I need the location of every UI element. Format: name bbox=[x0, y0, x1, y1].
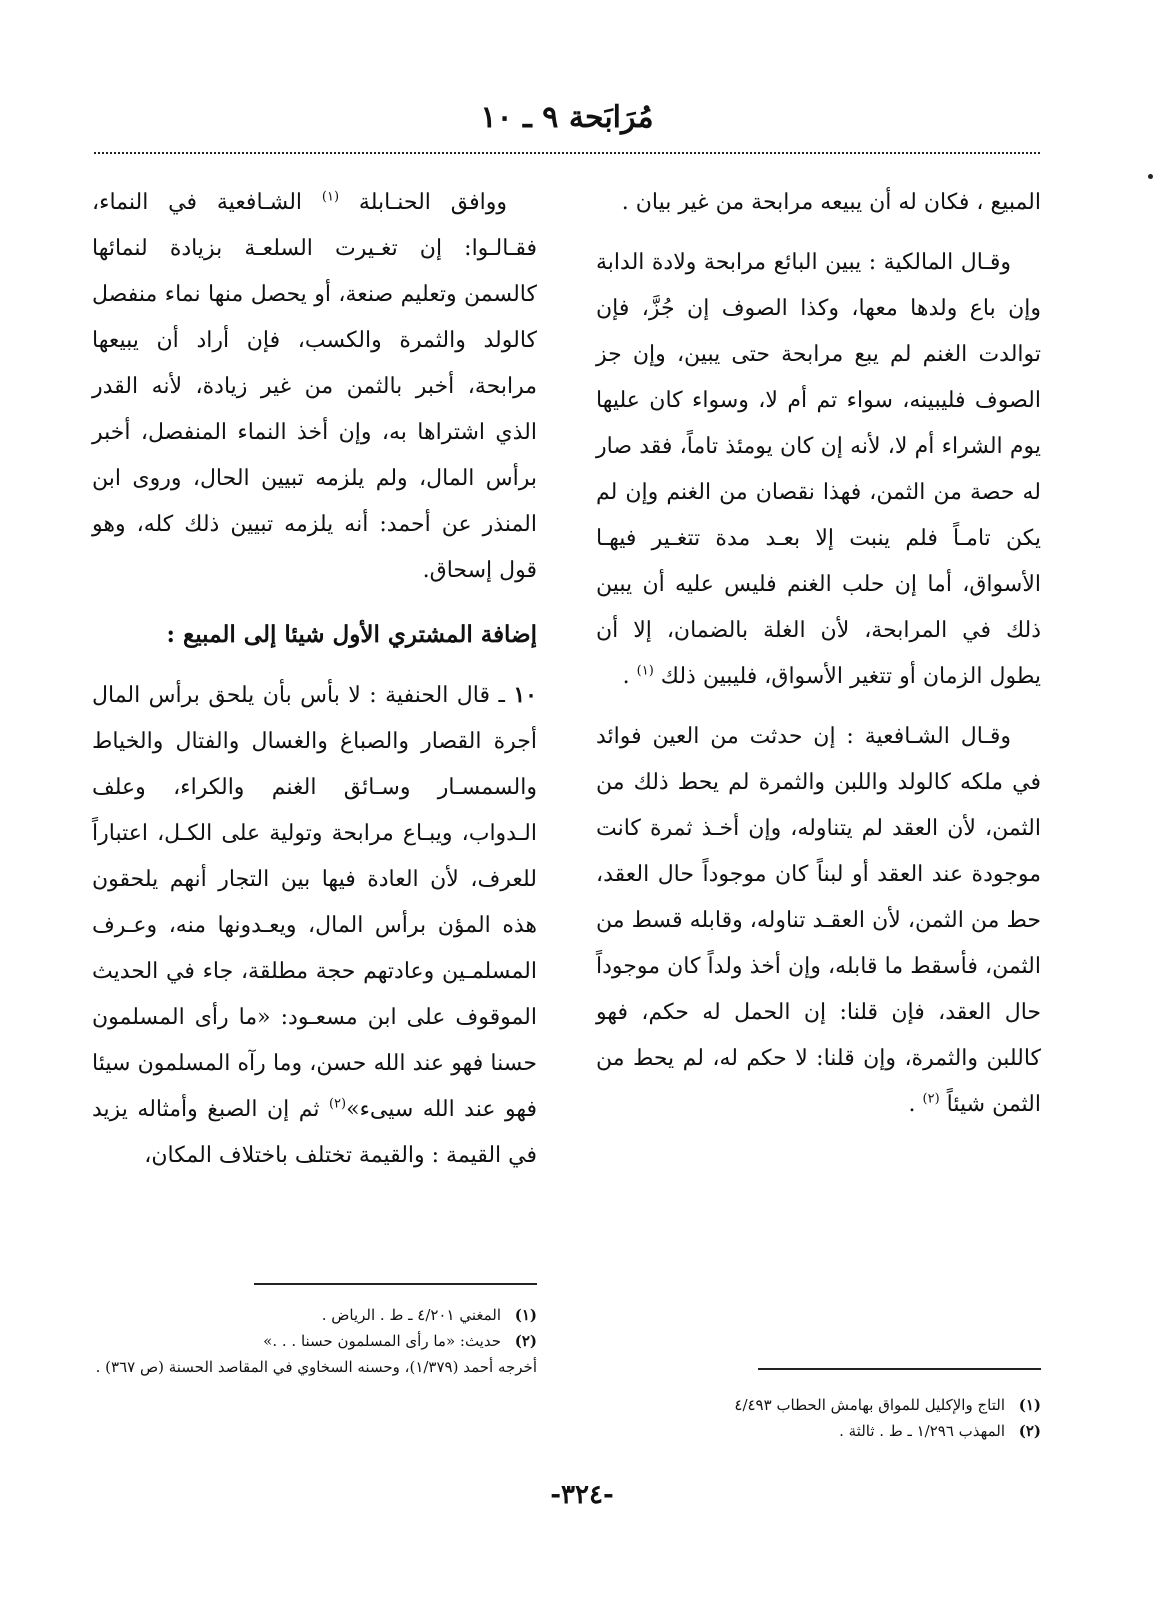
footnote-ref: (٢) bbox=[922, 1091, 940, 1107]
footnote-text: المهذب ١/٢٩٦ ـ ط . ثالثة . bbox=[839, 1422, 1005, 1440]
footnote-ref: (١) bbox=[321, 189, 340, 205]
footnote-item bbox=[92, 1302, 537, 1328]
footnotes-left bbox=[92, 1302, 537, 1380]
section-heading: إضافة المشتري الأول شيئا إلى المبيع : bbox=[166, 621, 537, 648]
footnote-text: حديث: «ما رأى المسلمون حسنا . . .» bbox=[263, 1332, 501, 1350]
footnote-item bbox=[596, 1418, 1041, 1444]
footnote-number: (٢) bbox=[514, 1332, 537, 1350]
right-column bbox=[596, 180, 1041, 1240]
footnote-ref: (١) bbox=[636, 663, 654, 679]
section-number: ١٠ bbox=[513, 682, 537, 708]
left-paragraph-2-start: ـ قال الحنفية : لا بأس بأن يلحق برأس المال أجرة القصار والصباغ والغسال والفتال والخياط والسمسـار وسـائق الغنم والكراء، وعلف الـدواب، ويبـاع مرابحة وتولية على الكـل، اعتباراً للعرف، لأن العادة فيها بين التجار أنهم يلحقون هذه المؤن برأس المال، ويعـدونها منه، وعـرف المسلمـين وعادتهم حجة مطلقة، جاء في الحديث الموقوف على ابن مسعـود: «ما رأى المسلمون حسنا فهو عند الله حسن، وما رآه المسلمون سيئا فهو عند الله سيىء» bbox=[92, 683, 537, 1122]
left-paragraph-1-rest: الشـافعية في النماء، فقـالـوا: إن تغـيرت السلعـة بزيادة لنمائها كالسمن وتعليم صنعة، أو يحصل منها نماء منفصل كالولد والثمرة والكسب، فإن أراد أن يبيعها مرابحة، أخبر بالثمن من غير زيادة، لأنه القدر الذي اشتراها به، وإن أخذ النماء المنفصل، أخبر برأس المال، ولم يلزمه تبيين الحال، وروى ابن المنذر عن أحمد: أنه يلزمه تبيين ذلك كله، وهو قول إسحاق. bbox=[92, 190, 537, 583]
right-paragraph-1: المبيع ، فكان له أن يبيعه مرابحة من غير بيان . bbox=[621, 190, 1041, 215]
right-paragraph-2: وقـال المالكية : يبين البائع مرابحة ولادة الدابة وإن باع ولدها معها، وكذا الصوف إن جُزَّ، فإن توالدت الغنم لم يبع مرابحة حتى يبين، وإن جز الصوف فليبينه، سواء تم أم لا، وسواء كان عليها يوم الشراء أم لا، لأنه إن كان يومئذ تاماً، فقد صار له حصة من الثمن، فهذا نقصان من الغنم وإن لم يكن تامـاً فلم ينبت إلا بعـد مدة تتغـير فيهـا الأسواق، أما إن حلب الغنم فليس عليه أن يبين ذلك في المرابحة، لأن الغلة بالضمان، إلا أن يطول الزمان أو تتغير الأسواق، فليبين ذلك $^{(١)}$ . bbox=[596, 250, 1041, 689]
footnote-text: المغني ٤/٢٠١ ـ ط . الرياض . bbox=[321, 1306, 501, 1324]
left-paragraph-1 bbox=[92, 180, 537, 594]
header-dotted-rule bbox=[94, 152, 1040, 154]
left-paragraph-2-end: ثم إن الصبغ وأمثاله يزيد في القيمة : والقيمة تختلف باختلاف المكان، bbox=[92, 1097, 537, 1168]
footnote-number: (١) bbox=[514, 1306, 537, 1324]
running-header-title: مُرَابَحة ٩ ـ ١٠ bbox=[480, 100, 654, 135]
footnote-ref: (٢) bbox=[328, 1096, 347, 1112]
right-paragraph-2-text: وقـال المالكية : يبين البائع مرابحة ولادة الدابة وإن باع ولدها معها، وكذا الصوف إن جُزَّ، فإن توالدت الغنم لم يبع مرابحة حتى يبين، وإن جز الصوف فليبينه، سواء تم أم لا، وسواء كان عليها يوم الشراء أم لا، لأنه إن كان يومئذ تاماً، فقد صار له حصة من الثمن، فهذا نقصان من الغنم وإن لم يكن تامـاً فلم ينبت إلا بعـد مدة تتغـير فيهـا الأسواق، أما إن حلب الغنم فليس عليه أن يبين ذلك في المرابحة، لأن الغلة بالضمان، إلا أن يطول الزمان أو تتغير الأسواق، فليبين ذلك bbox=[596, 250, 1041, 689]
footnote-number: (٢) bbox=[1018, 1422, 1041, 1440]
footnote-rule-left bbox=[254, 1283, 537, 1285]
page-number: -٣٢٤- bbox=[550, 1480, 614, 1510]
margin-dot bbox=[1148, 174, 1153, 179]
footnote-text: التاج والإكليل للمواق بهامش الحطاب ٤/٤٩٣ bbox=[734, 1396, 1005, 1414]
left-column bbox=[92, 180, 537, 1250]
footnote-item bbox=[596, 1392, 1041, 1418]
footnotes-right bbox=[596, 1392, 1041, 1444]
left-paragraph-1-start: ووافق الحنـابلة bbox=[358, 190, 507, 215]
left-paragraph-2 bbox=[92, 672, 537, 1179]
right-paragraph-3: وقـال الشـافعية : إن حدثت من العين فوائد في ملكه كالولد واللبن والثمرة لم يحط ذلك من الثمن، لأن العقد لم يتناوله، وإن أخـذ ثمرة كانت موجودة عند العقد أو لبناً كان موجوداً حال العقد، حط من الثمن، لأن العقـد تناوله، وقابله قسط من الثمن، فأسقط ما قابله، وإن أخذ ولداً كان موجوداً حال العقد، فإن قلنا: إن الحمل له حكم، فهو كاللبن والثمرة، وإن قلنا: لا حكم له، لم يحط من الثمن شيئاً $^{(٢)}$ . bbox=[596, 724, 1041, 1117]
footnote-continuation: أخرجه أحمد (١/٣٧٩)، وحسنه السخاوي في المقاصد الحسنة (ص ٣٦٧) . bbox=[95, 1358, 537, 1376]
right-paragraph-3-text: وقـال الشـافعية : إن حدثت من العين فوائد في ملكه كالولد واللبن والثمرة لم يحط ذلك من الثمن، لأن العقد لم يتناوله، وإن أخـذ ثمرة كانت موجودة عند العقد أو لبناً كان موجوداً حال العقد، حط من الثمن، لأن العقـد تناوله، وقابله قسط من الثمن، فأسقط ما قابله، وإن أخذ ولداً كان موجوداً حال العقد، فإن قلنا: إن الحمل له حكم، فهو كاللبن والثمرة، وإن قلنا: لا حكم له، لم يحط من الثمن شيئاً bbox=[596, 724, 1041, 1117]
footnote-rule-right bbox=[758, 1368, 1041, 1370]
footnote-number: (١) bbox=[1018, 1396, 1041, 1414]
footnote-item bbox=[92, 1328, 537, 1354]
